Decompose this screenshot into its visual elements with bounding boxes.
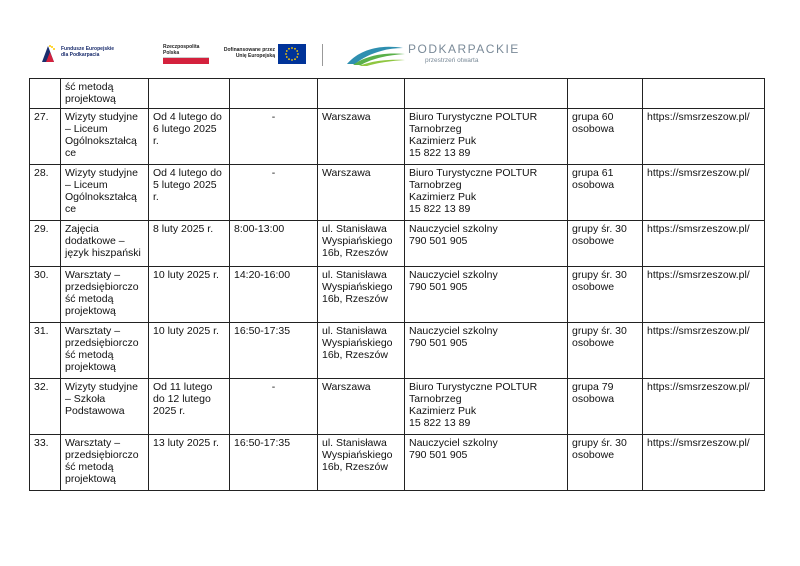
cell-no: 29. xyxy=(30,221,61,267)
cell-url[interactable]: https://smsrzeszow.pl/ xyxy=(643,221,765,267)
cell-date: Od 4 lutego do 6 lutego 2025 r. xyxy=(149,109,230,165)
cell-no: 27. xyxy=(30,109,61,165)
table-row-continued xyxy=(30,79,765,109)
table-row xyxy=(30,221,765,267)
cell-no: 33. xyxy=(30,435,61,491)
cell-no xyxy=(30,79,61,109)
podkarpackie-tagline: przestrzeń otwarta xyxy=(425,57,479,64)
cell-time: 16:50-17:35 xyxy=(230,323,318,379)
cell-place xyxy=(318,79,405,109)
cell-group: grupy śr. 30 osobowe xyxy=(568,435,643,491)
cell-provider: Biuro Turystyczne POLTUR Tarnobrzeg Kazimierz Puk 15 822 13 89 xyxy=(405,165,568,221)
cell-provider: Nauczyciel szkolny 790 501 905 xyxy=(405,435,568,491)
cell-provider: Nauczyciel szkolny 790 501 905 xyxy=(405,221,568,267)
cell-url[interactable]: https://smsrzeszow.pl/ xyxy=(643,379,765,435)
cell-provider: Biuro Turystyczne POLTUR Tarnobrzeg Kazimierz Puk 15 822 13 89 xyxy=(405,109,568,165)
podkarpackie-name: PODKARPACKIE xyxy=(408,42,520,56)
cell-group: grupy śr. 30 osobowe xyxy=(568,323,643,379)
cell-topic: Wizyty studyjne – Liceum Ogólnokształcą ce xyxy=(61,109,149,165)
cell-time: 8:00-13:00 xyxy=(230,221,318,267)
table-row xyxy=(30,109,765,165)
cell-no: 31. xyxy=(30,323,61,379)
events-table xyxy=(29,78,765,491)
rp-logo-text: Rzeczpospolita Polska xyxy=(163,44,200,56)
cell-url[interactable]: https://smsrzeszow.pl/ xyxy=(643,165,765,221)
fundusze-europejskie-logo xyxy=(40,42,130,66)
cell-place: Warszawa xyxy=(318,379,405,435)
podkarpackie-swoosh-icon xyxy=(345,42,407,68)
cell-topic: Warsztaty – przedsiębiorczo ść metodą projektową xyxy=(61,267,149,323)
cell-no: 28. xyxy=(30,165,61,221)
cell-topic: Zajęcia dodatkowe – język hiszpański xyxy=(61,221,149,267)
cell-group: grupy śr. 30 osobowe xyxy=(568,267,643,323)
cell-topic: Wizyty studyjne – Liceum Ogólnokształcą ce xyxy=(61,165,149,221)
table-row xyxy=(30,165,765,221)
cell-provider: Biuro Turystyczne POLTUR Tarnobrzeg Kazimierz Puk 15 822 13 89 xyxy=(405,379,568,435)
table-row xyxy=(30,435,765,491)
cell-time: 14:20-16:00 xyxy=(230,267,318,323)
cell-topic: ść metodą projektową xyxy=(61,79,149,109)
cell-group: grupa 79 osobowa xyxy=(568,379,643,435)
cell-group xyxy=(568,79,643,109)
cell-no: 30. xyxy=(30,267,61,323)
cell-group: grupa 60 osobowa xyxy=(568,109,643,165)
table-row xyxy=(30,379,765,435)
cell-time: - xyxy=(230,109,318,165)
rzeczpospolita-logo xyxy=(163,44,213,66)
cell-no: 32. xyxy=(30,379,61,435)
cell-place: Warszawa xyxy=(318,109,405,165)
cell-provider: Nauczyciel szkolny 790 501 905 xyxy=(405,323,568,379)
cell-time: - xyxy=(230,165,318,221)
podkarpackie-logo xyxy=(345,42,520,68)
cell-place: ul. Stanisława Wyspiańskiego 16b, Rzeszów xyxy=(318,323,405,379)
cell-time xyxy=(230,79,318,109)
cell-provider: Nauczyciel szkolny 790 501 905 xyxy=(405,267,568,323)
eu-logo-text: Dofinansowane przez Unię Europejską xyxy=(223,47,275,59)
cell-date: 10 luty 2025 r. xyxy=(149,323,230,379)
cell-provider xyxy=(405,79,568,109)
cell-url[interactable]: https://smsrzeszow.pl/ xyxy=(643,267,765,323)
cell-date xyxy=(149,79,230,109)
eu-flag-icon xyxy=(278,44,306,64)
cell-date: 10 luty 2025 r. xyxy=(149,267,230,323)
cell-topic: Warsztaty – przedsiębiorczo ść metodą projektową xyxy=(61,323,149,379)
cell-url[interactable]: https://smsrzeszow.pl/ xyxy=(643,435,765,491)
cell-topic: Warsztaty – przedsiębiorczo ść metodą projektową xyxy=(61,435,149,491)
cell-url xyxy=(643,79,765,109)
logo-divider xyxy=(322,44,323,66)
logo-bar xyxy=(0,0,800,78)
fe-logo-text: Fundusze Europejskie dla Podkarpacia xyxy=(61,46,115,58)
cell-time: - xyxy=(230,379,318,435)
cell-date: Od 4 lutego do 5 lutego 2025 r. xyxy=(149,165,230,221)
table-row xyxy=(30,267,765,323)
cell-url[interactable]: https://smsrzeszow.pl/ xyxy=(643,109,765,165)
polish-flag-stripe xyxy=(163,57,209,64)
eu-logo xyxy=(220,44,310,66)
cell-group: grupa 61 osobowa xyxy=(568,165,643,221)
cell-url[interactable]: https://smsrzeszow.pl/ xyxy=(643,323,765,379)
fe-flag-icon xyxy=(40,42,57,64)
cell-time: 16:50-17:35 xyxy=(230,435,318,491)
cell-group: grupy śr. 30 osobowe xyxy=(568,221,643,267)
cell-topic: Wizyty studyjne – Szkoła Podstawowa xyxy=(61,379,149,435)
cell-place: ul. Stanisława Wyspiańskiego 16b, Rzeszów xyxy=(318,221,405,267)
cell-date: 13 luty 2025 r. xyxy=(149,435,230,491)
cell-place: ul. Stanisława Wyspiańskiego 16b, Rzeszów xyxy=(318,267,405,323)
cell-place: ul. Stanisława Wyspiańskiego 16b, Rzeszów xyxy=(318,435,405,491)
cell-date: 8 luty 2025 r. xyxy=(149,221,230,267)
cell-place: Warszawa xyxy=(318,165,405,221)
table-row xyxy=(30,323,765,379)
cell-date: Od 11 lutego do 12 lutego 2025 r. xyxy=(149,379,230,435)
